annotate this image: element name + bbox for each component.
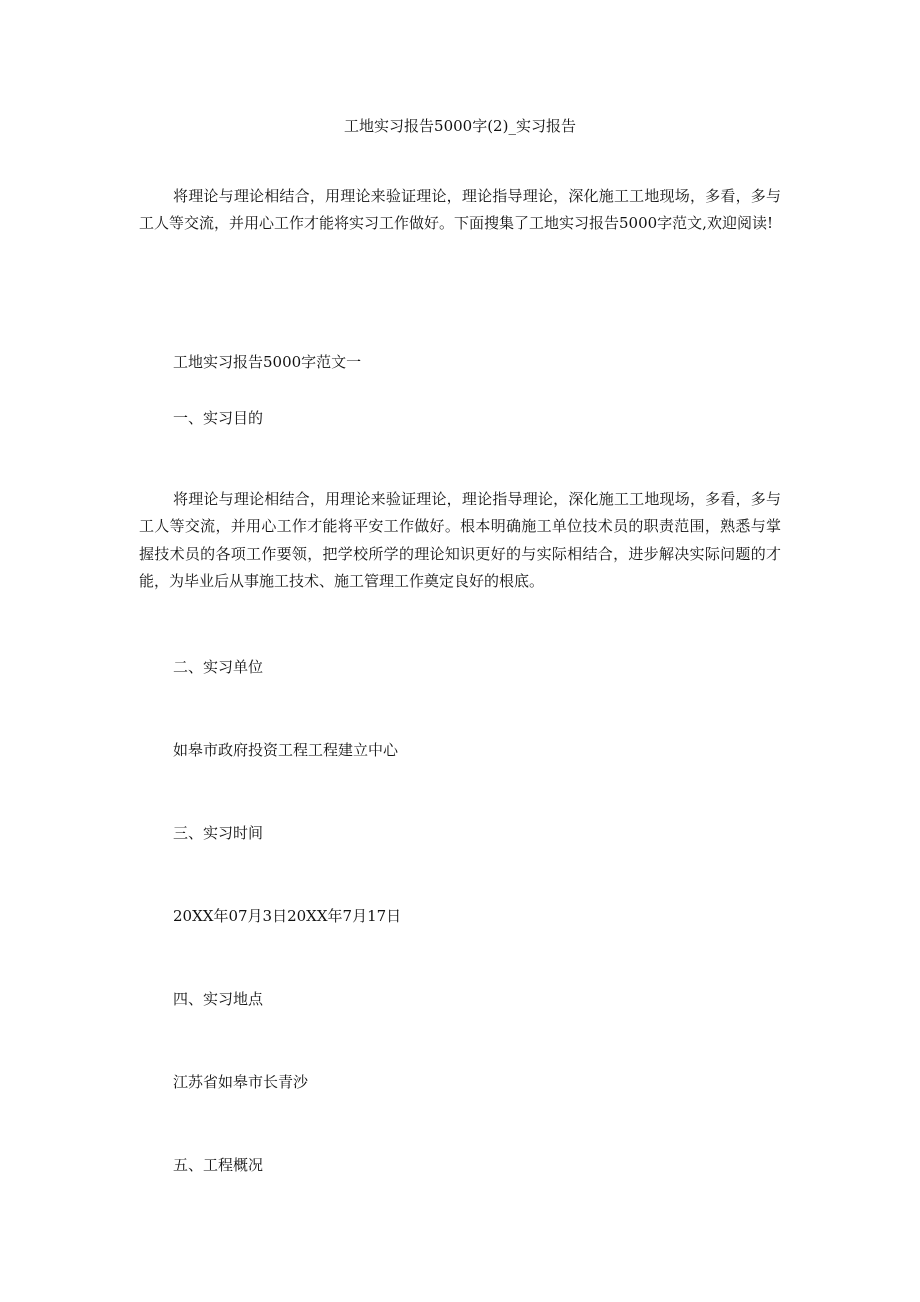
section4-heading: 四、实习地点: [173, 990, 264, 1008]
document-title: 工地实习报告5000字(2)_实习报告: [344, 117, 576, 135]
section2-body: 如皋市政府投资工程工程建立中心: [173, 741, 399, 759]
section1-paragraph: 将理论与理论相结合，用理论来验证理论，理论指导理论，深化施工工地现场，多看，多与工人等交流，并用心工作才能将平安工作做好。根本明确施工单位技术员的职责范围，熟悉与掌握技术员的各项工作要领，把学校所学的理论知识更好的与实际相结合，进步解决实际问题的才能，为毕业后从事施工技术、施工管理工作奠定良好的根底。: [139, 490, 781, 590]
section1-heading: 一、实习目的: [173, 409, 264, 427]
section2-heading: 二、实习单位: [173, 658, 264, 676]
intro-paragraph: 将理论与理论相结合，用理论来验证理论，理论指导理论，深化施工工地现场，多看，多与工人等交流，并用心工作才能将实习工作做好。下面搜集了工地实习报告5000字范文,欢迎阅读!: [139, 187, 781, 233]
section3-body: 20XX年07月3日20XX年7月17日: [173, 907, 402, 925]
section4-body: 江苏省如皋市长青沙: [173, 1073, 309, 1091]
section3-heading: 三、实习时间: [173, 824, 264, 842]
sample-heading: 工地实习报告5000字范文一: [173, 353, 362, 371]
section5-heading: 五、工程概况: [173, 1156, 264, 1174]
